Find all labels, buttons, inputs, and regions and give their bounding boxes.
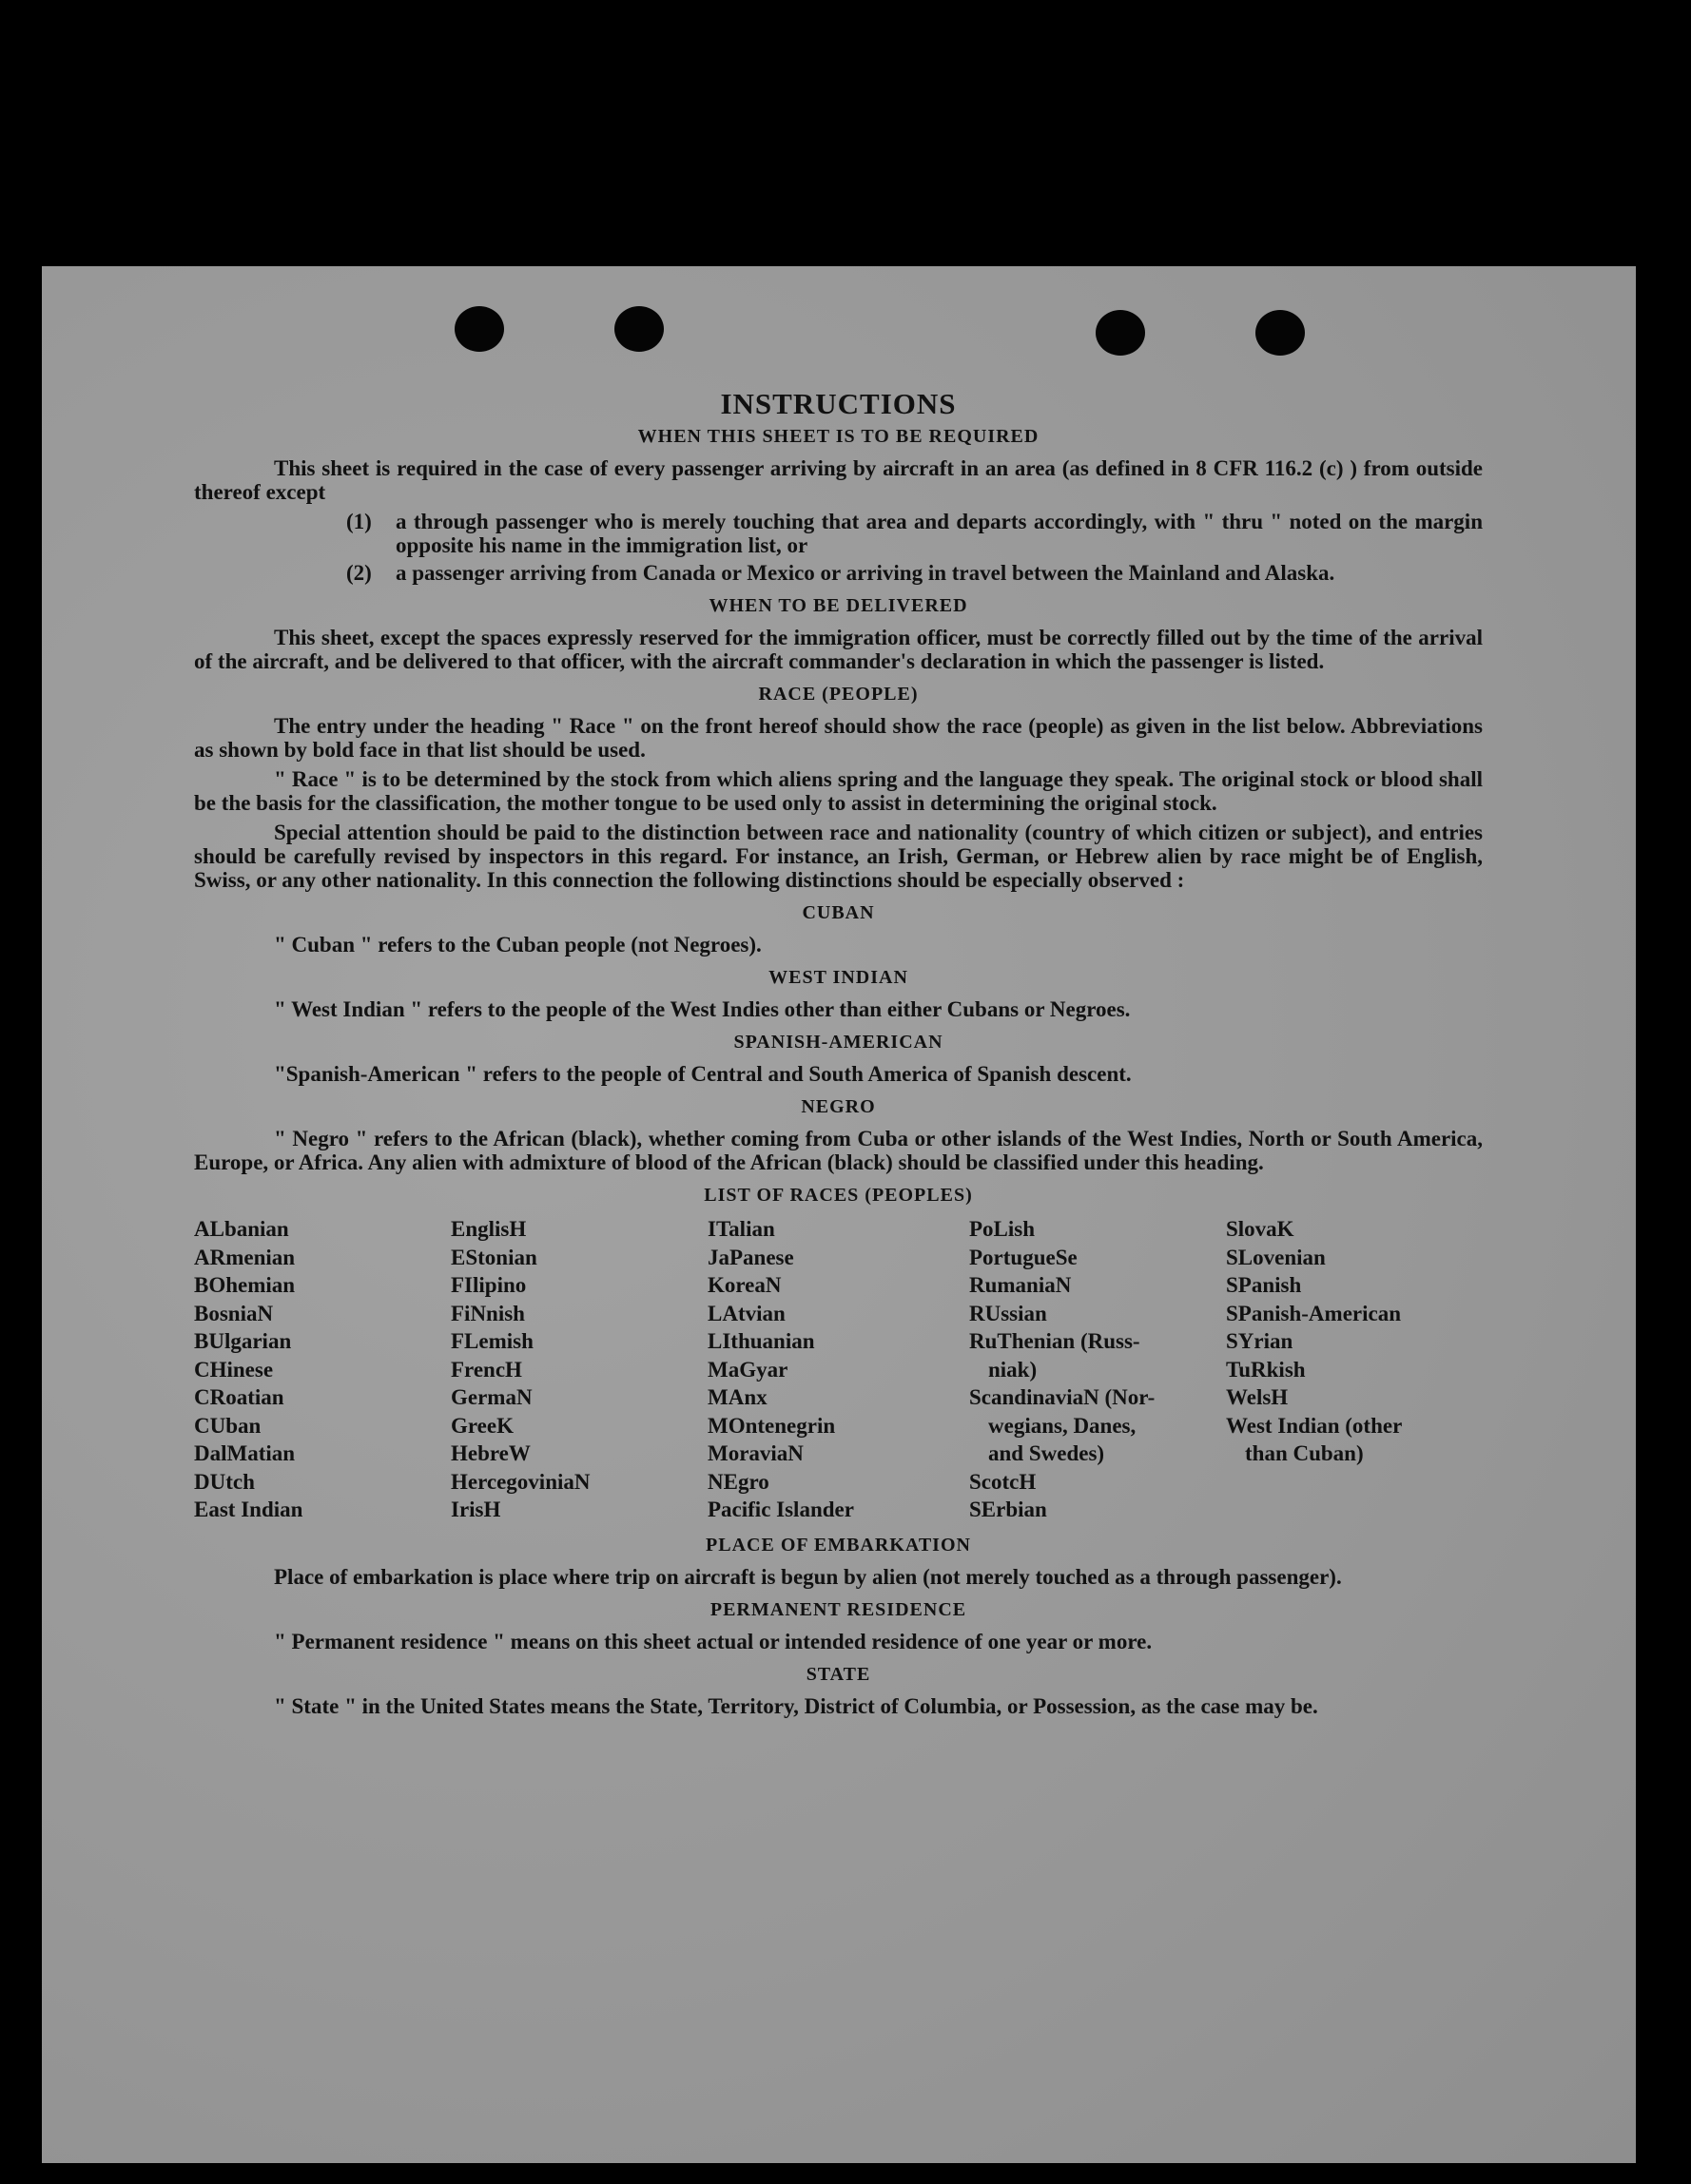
- punch-hole: [1255, 310, 1305, 356]
- race-entry: MaGyar: [708, 1357, 788, 1382]
- race-entry: SYrian: [1226, 1329, 1293, 1353]
- races-list: [194, 1215, 1483, 1524]
- delivered-text: This sheet, except the spaces expressly reserved for the immigration officer, must be correctly filled out by the time of the arrival of the aircraft, and be delivered to that officer, with the aircraft commander's declaration in which the passenger is listed.: [194, 626, 1483, 673]
- exception-item: [346, 510, 1483, 557]
- cuban-text: " Cuban " refers to the Cuban people (not Negroes).: [274, 933, 762, 957]
- race-entry: WelsH: [1226, 1385, 1289, 1409]
- race-entry: SlovaK: [1226, 1217, 1294, 1241]
- required-intro: [194, 456, 1483, 504]
- embarkation-text: Place of embarkation is place where trip on aircraft is begun by alien (not merely touched as a through passenger).: [274, 1564, 1342, 1589]
- heading-state: STATE: [806, 1663, 871, 1685]
- race-entry: [1226, 1496, 1454, 1524]
- race-entry: BOhemian: [194, 1273, 296, 1297]
- instructions-content: [194, 387, 1483, 1724]
- punch-hole: [1096, 310, 1145, 356]
- race-paragraph-1: The entry under the heading " Race " on the front hereof should show the race (people) as given in the list below. Abbreviations as shown by bold face in that list should be used.: [194, 714, 1483, 762]
- race-entry: HercegoviniaN: [451, 1469, 591, 1494]
- race-entry: CRoatian: [194, 1385, 284, 1409]
- state-text: " State " in the United States means the State, Territory, District of Columbia, or Possession, as the case may be.: [274, 1693, 1318, 1718]
- heading-required: WHEN THIS SHEET IS TO BE REQUIRED: [637, 426, 1040, 447]
- race-entry: SErbian: [969, 1498, 1047, 1521]
- race-paragraph-3: Special attention should be paid to the distinction between race and nationality (country of which citizen or subject), and entries should be carefully revised by inspectors in this regard. For instance, an Irish, German, or Hebrew alien by race might be of English, Swiss, or any other nationality. In this connection the following distinctions should be especially observed :: [194, 821, 1483, 892]
- race-entry: BUlgarian: [194, 1329, 292, 1353]
- race-entry: RuThenian (Russ-: [969, 1329, 1140, 1353]
- race-entry: SPanish: [1226, 1273, 1302, 1297]
- race-entry: PoLish: [969, 1217, 1036, 1241]
- race-entry: FLemish: [451, 1329, 534, 1353]
- west-indian-text: " West Indian " refers to the people of the West Indies other than either Cubans or Negroes.: [274, 997, 1131, 1021]
- race-entry: West Indian (other: [1226, 1413, 1403, 1438]
- race-entry: NEgro: [708, 1469, 769, 1494]
- race-entry: CHinese: [194, 1357, 274, 1382]
- heading-west-indian: WEST INDIAN: [768, 967, 908, 988]
- heading-race: RACE (PEOPLE): [758, 684, 919, 705]
- race-entry: ARmenian: [194, 1245, 296, 1269]
- exception-text: a passenger arriving from Canada or Mexico or arriving in travel between the Mainland and Alaska.: [396, 561, 1335, 585]
- race-entry: EStonian: [451, 1245, 537, 1269]
- race-entry: PortugueSe: [969, 1245, 1078, 1269]
- race-entry: BosniaN: [194, 1301, 274, 1325]
- race-entry: GreeK: [451, 1413, 514, 1438]
- required-intro-except: except: [265, 480, 326, 504]
- race-entry: DalMatian: [194, 1441, 296, 1465]
- punch-hole: [455, 306, 504, 352]
- residence-text: " Permanent residence " means on this sheet actual or intended residence of one year or more.: [274, 1629, 1153, 1653]
- required-intro-text: This sheet is required in the case of every passenger arriving by aircraft in an area (as defined in 8 CFR 116.2 (c) ) from outside thereof: [194, 456, 1483, 504]
- race-entry: [1226, 1468, 1454, 1497]
- race-entry: FrencH: [451, 1357, 522, 1382]
- document-sheet: [42, 266, 1636, 2163]
- race-entry: KoreaN: [708, 1273, 782, 1297]
- heading-list-of-races: LIST OF RACES (PEOPLES): [704, 1185, 973, 1206]
- race-entry: ScotcH: [969, 1469, 1037, 1494]
- race-entry: ScandinaviaN (Nor-: [969, 1385, 1156, 1409]
- page-title: INSTRUCTIONS: [720, 387, 957, 420]
- race-entry: TuRkish: [1226, 1357, 1306, 1382]
- race-entry: FIlipino: [451, 1273, 527, 1297]
- race-entry: ALbanian: [194, 1217, 289, 1241]
- heading-delivered: WHEN TO BE DELIVERED: [709, 595, 968, 616]
- race-entry: RumaniaN: [969, 1273, 1072, 1297]
- heading-embarkation: PLACE OF EMBARKATION: [706, 1534, 971, 1556]
- race-entry: MoraviaN: [708, 1441, 804, 1465]
- race-entry: FiNnish: [451, 1301, 525, 1325]
- negro-text: " Negro " refers to the African (black), whether coming from Cuba or other islands of the West Indies, North or South America, Europe, or Africa. Any alien with admixture of blood of the African (black) should be classified under this heading.: [194, 1127, 1483, 1174]
- spanish-american-text: "Spanish-American " refers to the people of Central and South America of Spanish descent.: [274, 1062, 1132, 1086]
- race-entry: Pacific Islander: [708, 1498, 854, 1521]
- race-entry: LAtvian: [708, 1301, 786, 1325]
- punch-hole: [614, 306, 664, 352]
- race-entry: than Cuban): [1245, 1441, 1364, 1465]
- race-entry: East Indian: [194, 1498, 303, 1521]
- race-entry: SLovenian: [1226, 1245, 1326, 1269]
- race-entry: LIthuanian: [708, 1329, 815, 1353]
- race-entry: ITalian: [708, 1217, 775, 1241]
- heading-residence: PERMANENT RESIDENCE: [709, 1598, 967, 1620]
- race-paragraph-2: " Race " is to be determined by the stock from which aliens spring and the language they speak. The original stock or blood shall be the basis for the classification, the mother tongue to be used only to assist in determining the original stock.: [194, 767, 1483, 815]
- race-entry: SPanish-American: [1226, 1301, 1401, 1325]
- heading-spanish-american: SPANISH-AMERICAN: [733, 1032, 943, 1053]
- exception-item: [346, 561, 1483, 585]
- heading-cuban: CUBAN: [802, 902, 875, 923]
- heading-negro: NEGRO: [801, 1096, 876, 1117]
- race-entry: MOntenegrin: [708, 1413, 836, 1438]
- race-entry: JaPanese: [708, 1245, 794, 1269]
- race-entry: RUssian: [969, 1301, 1047, 1325]
- race-entry: CUban: [194, 1413, 262, 1438]
- race-entry: DUtch: [194, 1469, 255, 1494]
- race-entry: and Swedes): [988, 1441, 1105, 1465]
- race-entry: wegians, Danes,: [988, 1413, 1137, 1438]
- exception-number: (1): [346, 510, 372, 533]
- exception-text: a through passenger who is merely touching that area and departs accordingly, with " thru " noted on the margin opposite his name in the immigration list, or: [396, 510, 1483, 557]
- race-entry: GermaN: [451, 1385, 533, 1409]
- race-entry: niak): [988, 1357, 1038, 1382]
- race-entry: MAnx: [708, 1385, 768, 1409]
- race-entry: EnglisH: [451, 1217, 527, 1241]
- race-entry: IrisH: [451, 1498, 501, 1521]
- exception-number: (2): [346, 561, 372, 585]
- race-entry: HebreW: [451, 1441, 531, 1465]
